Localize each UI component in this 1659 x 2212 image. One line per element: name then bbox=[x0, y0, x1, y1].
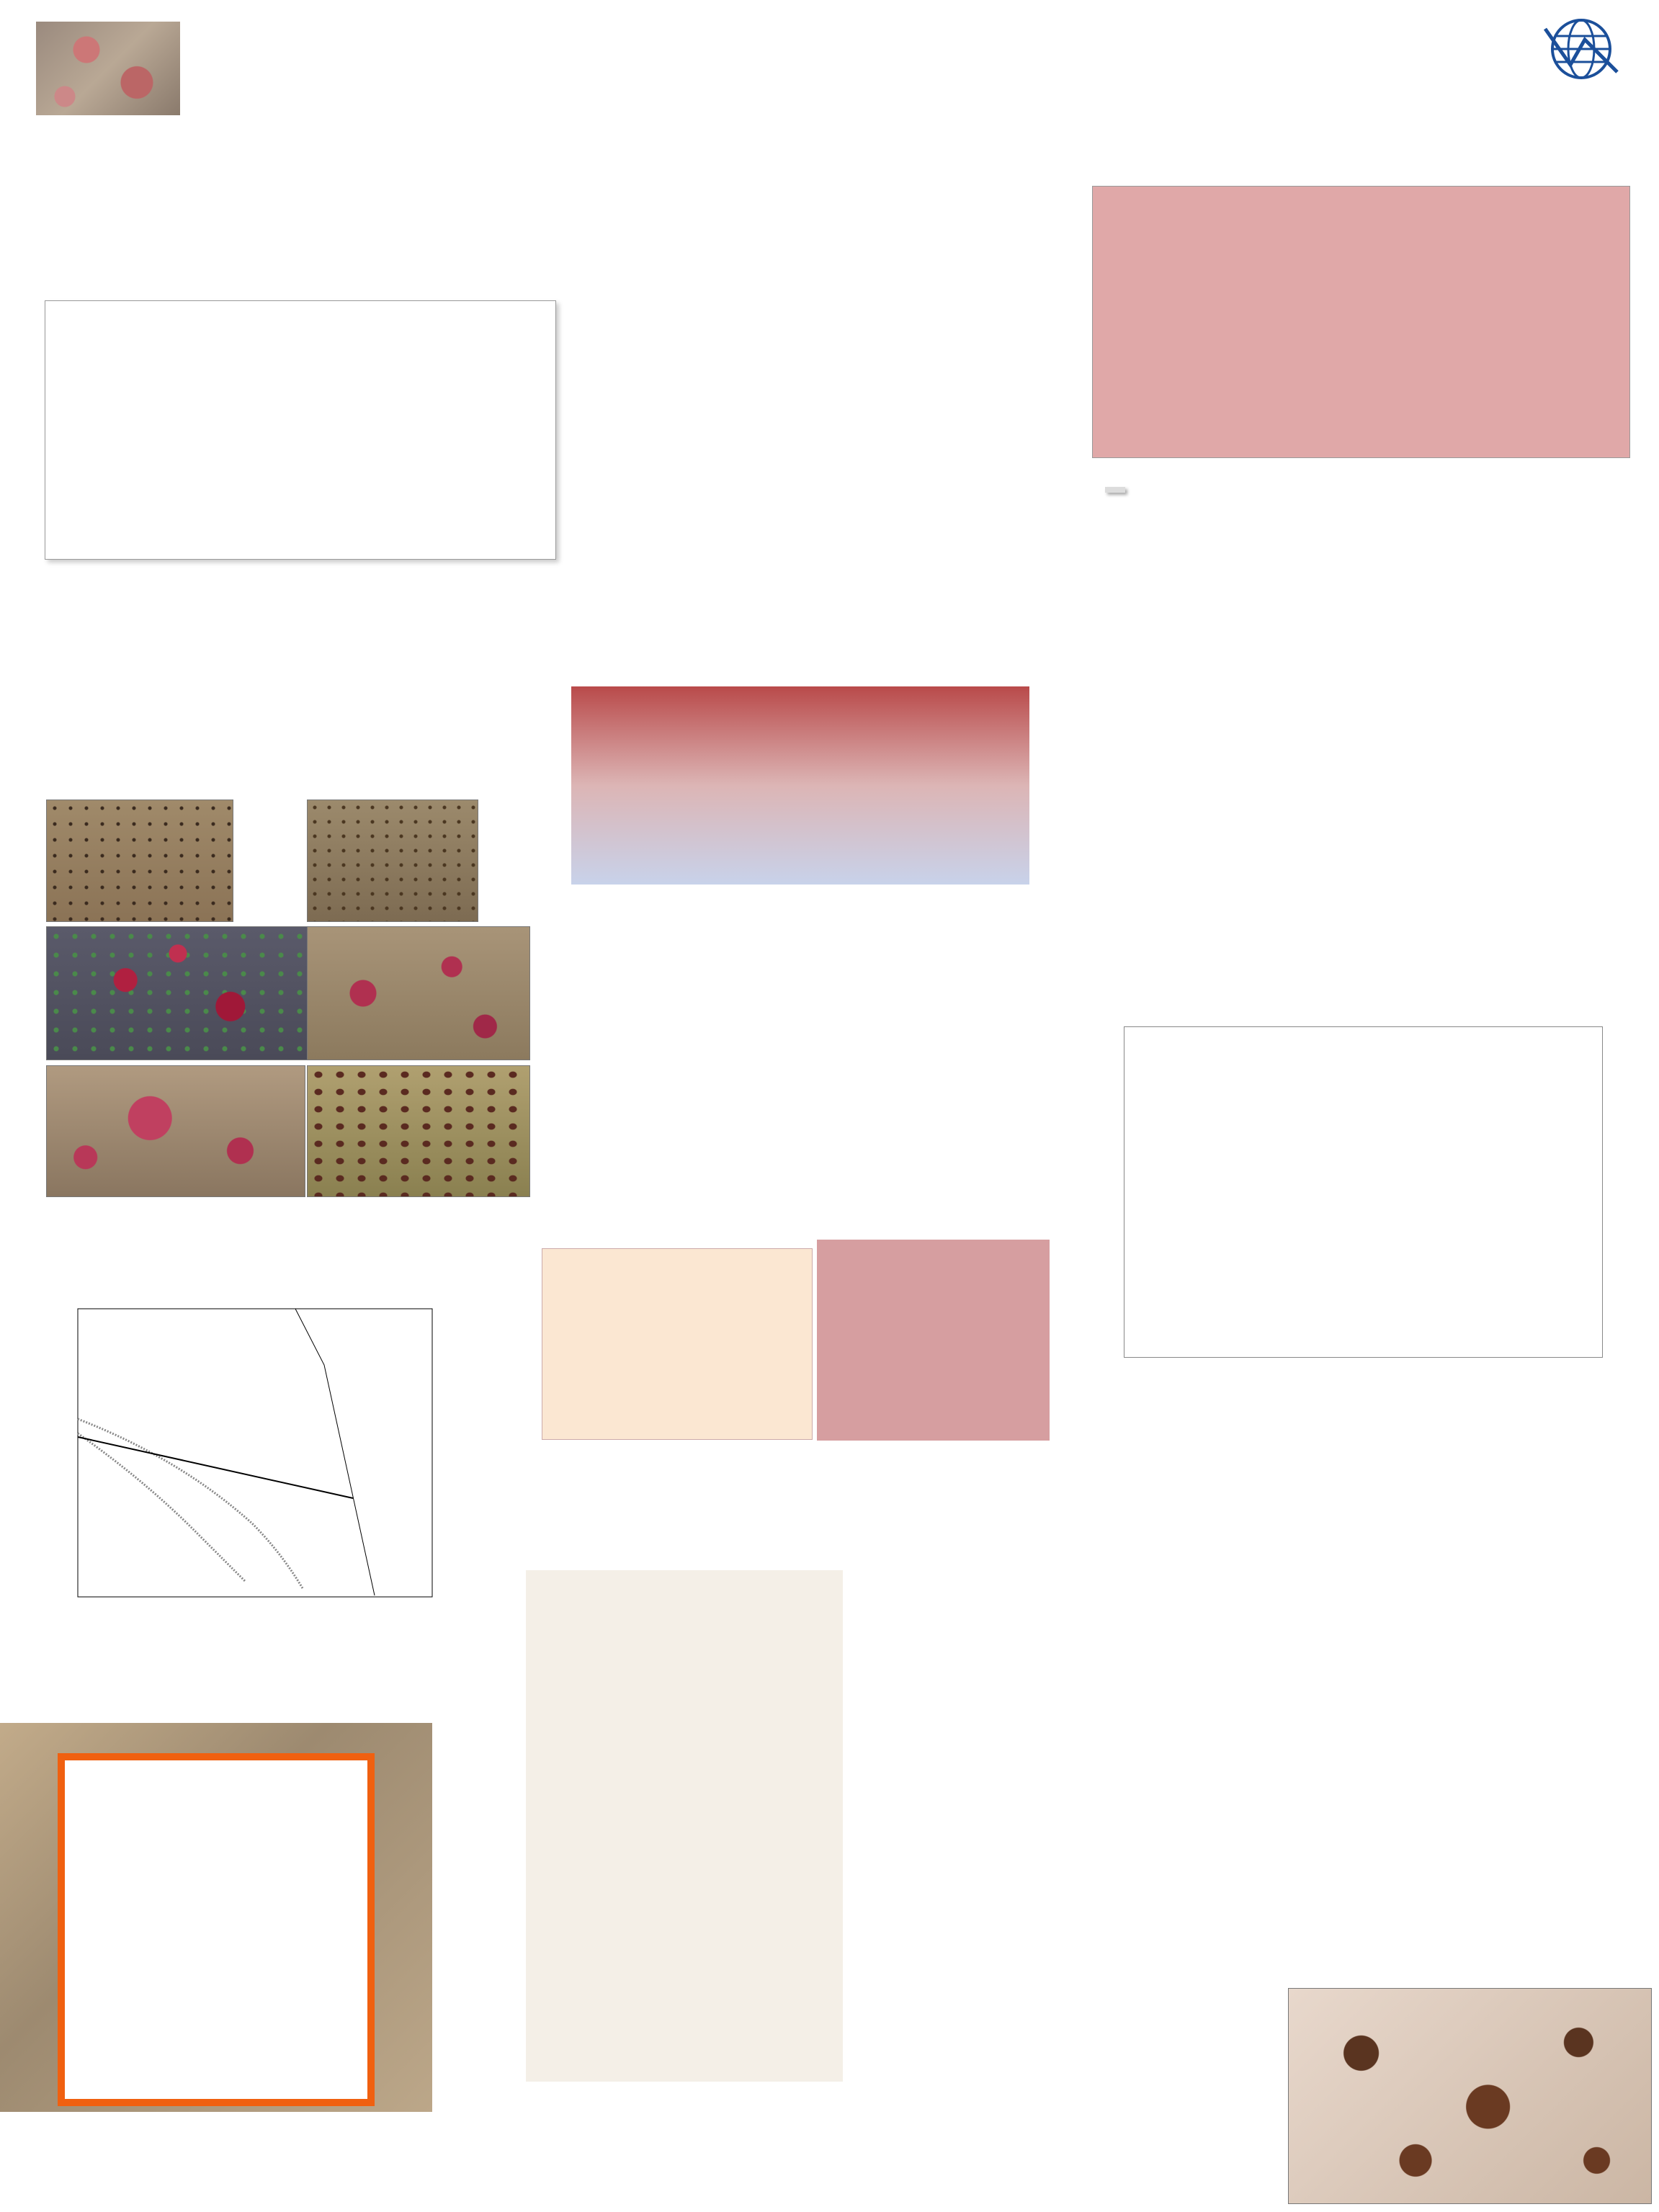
garnet-plots-svg bbox=[571, 686, 1029, 885]
major-elements-panel bbox=[0, 1723, 432, 2112]
srnd-chart bbox=[1095, 533, 1642, 972]
pend-chart bbox=[1185, 1664, 1563, 1966]
fig5-chart-svg bbox=[542, 1249, 813, 1441]
major-plots-svg bbox=[72, 1773, 360, 2097]
fig5-chart bbox=[542, 1248, 813, 1440]
photo-b bbox=[307, 800, 478, 922]
photo-c bbox=[46, 926, 310, 1060]
ree-plots bbox=[569, 305, 800, 679]
major-mini-plots bbox=[72, 1773, 360, 2097]
cao-chart-svg bbox=[1124, 1027, 1604, 1358]
srnd-heading-box bbox=[1105, 487, 1125, 493]
cao-chart bbox=[1124, 1026, 1603, 1358]
pt-chart-svg bbox=[36, 1279, 439, 1617]
globe-logo-icon bbox=[1542, 14, 1621, 86]
garnet-plots bbox=[571, 686, 1029, 885]
photo-f bbox=[307, 1065, 530, 1197]
fig7-chart-svg bbox=[526, 1570, 843, 2082]
ree-plots-svg bbox=[569, 305, 800, 679]
intro-box bbox=[45, 300, 556, 560]
pt-diagram bbox=[36, 1279, 439, 1617]
bottom-right-photo bbox=[1288, 1988, 1652, 2204]
photo-e bbox=[46, 1065, 305, 1197]
conclusions-box bbox=[1092, 186, 1630, 458]
srnd-chart-svg bbox=[1095, 533, 1642, 972]
mantle-text-block bbox=[859, 1595, 1086, 1606]
institute-logo bbox=[1527, 14, 1635, 122]
pend-chart-svg bbox=[1185, 1664, 1563, 1966]
photo-a bbox=[46, 800, 233, 922]
photo-d bbox=[307, 926, 530, 1060]
fig6-chart bbox=[817, 1240, 1050, 1441]
header-photo bbox=[36, 22, 180, 115]
fig6-chart-svg bbox=[817, 1240, 1050, 1441]
fig7-chart bbox=[526, 1570, 843, 2082]
